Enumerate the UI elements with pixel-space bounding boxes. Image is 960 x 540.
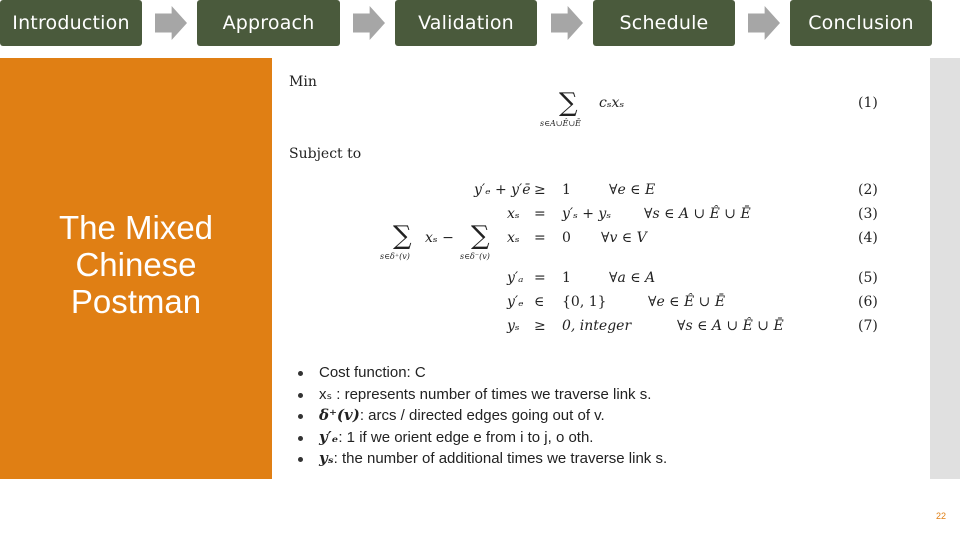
bullet-text: : arcs / directed edges going out of v. [359,407,605,424]
constraint-cond: ∀e ∈ Ê ∪ Ē [648,294,726,310]
arrow-right-icon [551,6,583,40]
sum-symbol: ∑ [471,221,490,251]
constraint-rel: = [534,206,546,222]
tab-validation[interactable]: Validation [395,0,537,46]
tab-schedule[interactable]: Schedule [593,0,735,46]
constraint-cond: ∀s ∈ A ∪ Ê ∪ Ē [677,318,784,334]
equation-number: (5) [858,270,878,286]
constraint-rhs: 0, integer [562,318,632,334]
constraint-rel: = [534,270,546,286]
constraint-rel: ≥ [534,182,546,198]
subject-to-label: Subject to [289,146,362,162]
constraint-rhs: y′ₛ + yₛ [562,206,612,222]
list-item [298,384,667,406]
page-number: 22 [936,511,947,521]
sum-subscript: s∈δ⁺(v) [380,252,410,261]
side-bar [930,58,960,479]
constraint-rhs: 1 [562,270,571,286]
title-panel [0,58,272,479]
bullet-text: xₛ : represents number of times we traverse link s. [319,385,652,403]
tab-conclusion[interactable]: Conclusion [790,0,932,46]
bullet-symbol: yₛ [319,449,334,467]
constraint-rel: ∈ [534,294,545,310]
arrow-right-icon [748,6,780,40]
constraint-lhs: xₛ [507,206,520,222]
list-item [298,427,667,449]
constraint-lhs: y′ₑ + y′ē [474,182,531,198]
constraint-lhs: yₛ [507,318,520,334]
equation-number: (7) [858,318,878,334]
min-label: Min [289,74,317,90]
arrow-right-icon [353,6,385,40]
bullet-list [298,362,667,470]
list-item [298,405,667,427]
tab-approach[interactable]: Approach [197,0,340,46]
constraint-rhs: 1 [562,182,571,198]
equation-number: (4) [858,230,878,246]
bullet-text: Cost function: C [319,364,426,381]
constraint-lhs: y′ₐ [507,270,524,286]
constraint-rhs: 0 [562,230,571,246]
constraint-cond: ∀v ∈ V [601,230,647,246]
equation-number: (1) [858,95,878,111]
slide-title: The Mixed Chinese Postman [58,209,214,320]
bullet-text: : the number of additional times we traverse link s. [333,450,668,467]
objective-subscript: s∈A∪Ê∪Ē [540,119,581,128]
list-item [298,362,667,384]
bullet-symbol: δ⁺(v) [319,406,360,424]
constraint-rel: ≥ [534,318,546,334]
objective-term: cₛxₛ [599,95,625,111]
constraint-rel: = [534,230,546,246]
constraint-cond: ∀e ∈ E [609,182,656,198]
sum-subscript: s∈δ⁻(v) [460,252,490,261]
equation-number: (3) [858,206,878,222]
arrow-right-icon [155,6,187,40]
constraint-lhs: xₛ [507,230,520,246]
tab-introduction[interactable]: Introduction [0,0,142,46]
formulation [272,58,912,348]
sum-symbol: ∑ [559,88,578,118]
list-item [298,448,667,470]
sum-symbol: ∑ [393,221,412,251]
bullet-text: : 1 if we orient edge e from i to j, o oth. [338,428,594,446]
constraint-cond: ∀s ∈ A ∪ Ê ∪ Ē [644,206,751,222]
constraint-lhs: y′ₑ [507,294,524,310]
equation-number: (2) [858,182,878,198]
constraint-rhs: {0, 1} [562,294,607,310]
constraint-cond: ∀a ∈ A [609,270,656,286]
equation-number: (6) [858,294,878,310]
sum-term: xₛ − [425,230,454,246]
bullet-symbol: y′ₑ [319,427,339,446]
